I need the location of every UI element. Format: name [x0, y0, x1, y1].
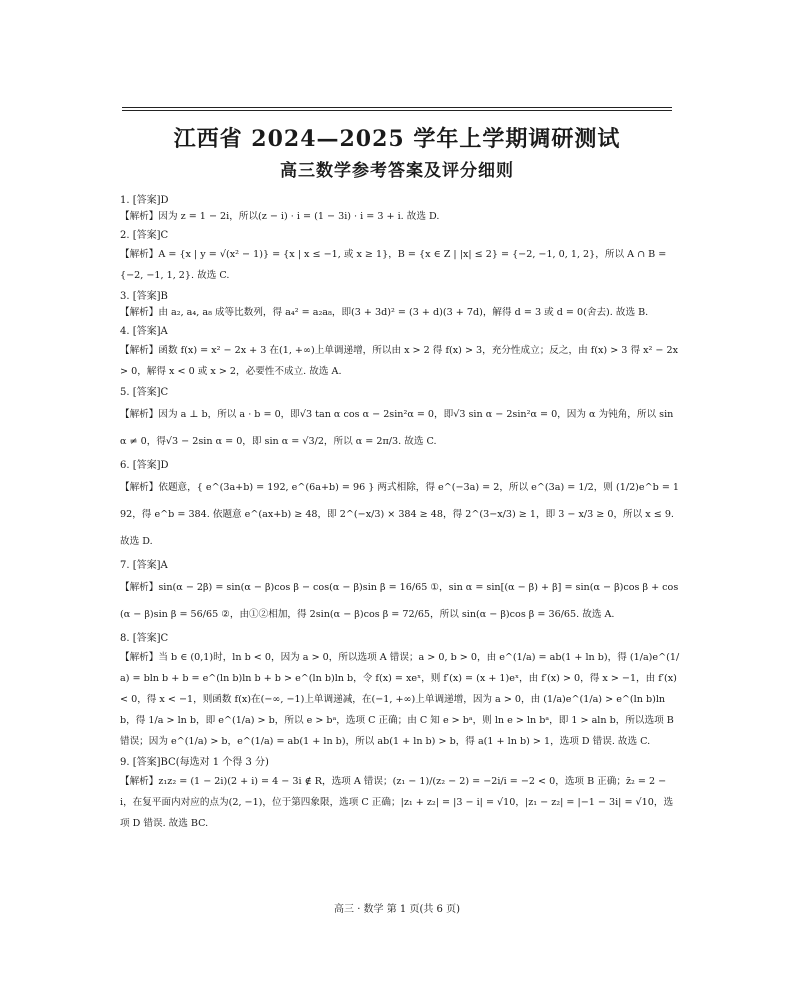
answer-line: 6. [答案]D — [120, 460, 169, 471]
answer-line: 2. [答案]C — [120, 230, 169, 241]
question-item-8 — [120, 631, 680, 752]
question-item-2 — [120, 228, 680, 286]
answer-line: 5. [答案]C — [120, 387, 169, 398]
answer-line: 4. [答案]A — [120, 326, 168, 337]
analysis-text: 【解析】sin(α − 2β) = sin(α − β)cos β − cos(α − β)sin β = 16/65 ①，sin α = sin[(α − β) + β] = sin(α − β)cos β + cos(α − β)sin β = 56/65 ②，由①②相加，得 2sin(α − β)cos β = 72/65，所以 sin(α − β)cos β = 36/65. 故选 A. — [120, 582, 679, 620]
answer-line: 8. [答案]C — [120, 633, 169, 644]
analysis-text: 【解析】因为 a ⊥ b，所以 a · b = 0，即√3 tan α cos α − 2sin²α = 0，即√3 sin α − 2sin²α = 0，因为 α 为钝角，所以 sin α ≠ 0，得√3 − 2sin α = 0，即 sin α = √3/2，所以 α = 2π/3. 故选 C. — [120, 409, 674, 447]
analysis-text: 【解析】A = {x | y = √(x² − 1)} = {x | x ≤ −1, 或 x ≥ 1}，B = {x ∈ Z | |x| ≤ 2} = {−2, −1, 0, 1, 2}，所以 A ∩ B = {−2, −1, 1, 2}. 故选 C. — [120, 249, 667, 281]
question-item-1 — [120, 193, 680, 225]
page-subtitle: 高三数学参考答案及评分细则 — [280, 161, 514, 181]
question-item-7 — [120, 558, 680, 628]
analysis-text: 【解析】z₁z₂ = (1 − 2i)(2 + i) = 4 − 3i ∉ R，选项 A 错误；(z₁ − 1)/(z₂ − 2) = −2i/i = −2 < 0，选项 B 正确；z̄₂ = 2 − i，在复平面内对应的点为(2, −1)，位于第四象限，选项 C 正确；|z₁ + z₂| = |3 − i| = √10，|z₁ − z₂| = |−1 − 3i| = √10，选项 D 错误. 故选 BC. — [120, 776, 674, 829]
answer-line: 1. [答案]D — [120, 195, 169, 206]
header-rule-secondary — [122, 110, 672, 111]
answer-line: 3. [答案]B — [120, 291, 168, 302]
analysis-text: 【解析】因为 z = 1 − 2i，所以(z − i) · i = (1 − 3i) · i = 3 + i. 故选 D. — [120, 211, 440, 222]
question-item-4 — [120, 324, 680, 382]
analysis-text: 【解析】由 a₂, a₄, a₈ 成等比数列，得 a₄² = a₂a₈，即(3 + 3d)² = (3 + d)(3 + 7d)，解得 d = 3 或 d = 0(舍去). 故选 B. — [120, 307, 649, 318]
question-item-5 — [120, 385, 680, 455]
analysis-text: 【解析】函数 f(x) = x² − 2x + 3 在(1, +∞)上单调递增，所以由 x > 2 得 f(x) > 3，充分性成立；反之，由 f(x) > 3 得 x² − 2x > 0，解得 x < 0 或 x > 2，必要性不成立. 故选 A. — [120, 345, 679, 377]
header-rule — [122, 107, 672, 108]
analysis-text: 【解析】依题意，{ e^(3a+b) = 192, e^(6a+b) = 96 } 两式相除，得 e^(−3a) = 2，所以 e^(3a) = 1/2，则 (1/2)e^b = 192，得 e^b = 384. 依题意 e^(ax+b) ≥ 48，即 2^(−x/3) × 384 ≥ 48，得 2^(3−x/3) ≥ 1，即 3 − x/3 ≥ 0，所以 x ≤ 9. 故选 D. — [120, 482, 680, 547]
page-footer: 高三 · 数学 第 1 页(共 6 页) — [334, 904, 460, 915]
answer-line: 7. [答案]A — [120, 560, 168, 571]
answer-line: 9. [答案]BC(每选对 1 个得 3 分) — [120, 757, 269, 768]
question-item-6 — [120, 458, 680, 555]
question-item-9 — [120, 755, 680, 834]
analysis-text: 【解析】当 b ∈ (0,1)时，ln b < 0，因为 a > 0，所以选项 A 错误；a > 0, b > 0，由 e^(1/a) = ab(1 + ln b)，得 (1/a)e^(1/a) = bln b + b = e^(ln b)ln b + b > e^(ln b)ln b，令 f(x) = xeˣ，则 f′(x) = (x + 1)eˣ，由 f′(x) > 0，得 x > −1，由 f′(x) < 0，得 x < −1，则函数 f(x)在(−∞, −1)上单调递减，在(−1, +∞)上单调递增，因为 a > 0，由 (1/a)e^(1/a) > e^(ln b)ln b，得 1/a > ln b，即 e^(1/a) > b，所以 e > bᵃ，选项 C 正确；由 C 知 e > bᵃ，则 ln e > ln bᵃ，即 1 > aln b，所以选项 B 错误；因为 e^(1/a) > b，e^(1/a) = ab(1 + ln b)，所以 ab(1 + ln b) > b，得 a(1 + ln b) > 1，选项 D 错误. 故选 C. — [120, 652, 680, 747]
page-title: 江西省 2024—2025 学年上学期调研测试 — [173, 126, 621, 152]
answer-list — [120, 193, 680, 834]
question-item-3 — [120, 289, 680, 321]
